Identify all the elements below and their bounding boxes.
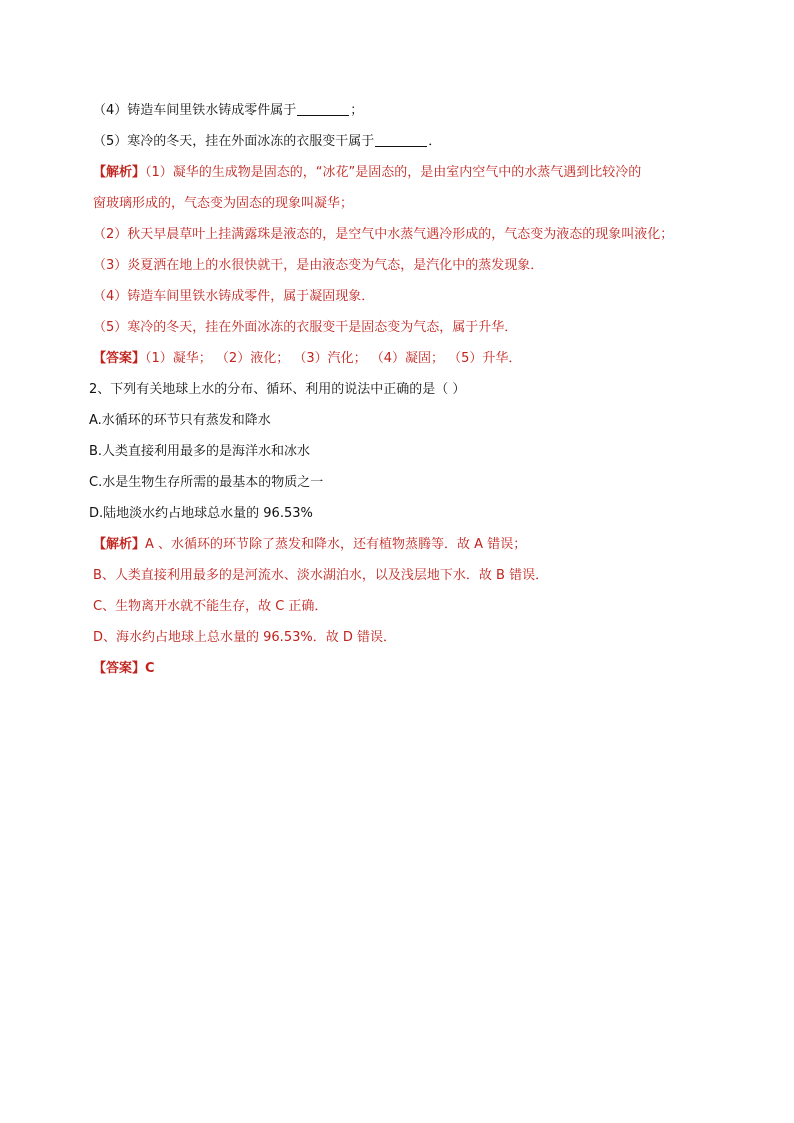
answer-text: （1）凝华； （2）液化； （3）汽化； （4）凝固； （5）升华． (145, 351, 522, 366)
q1-item4-suffix: ； (350, 103, 364, 118)
analysis-tag: 【解析】 (93, 165, 146, 180)
q2-analysis-line-3: C、生物离开水就不能生存，故 C 正确． (93, 599, 328, 614)
q1-analysis-line-1 (93, 164, 641, 182)
answer-blank (375, 133, 427, 147)
q2-answer (93, 660, 155, 678)
q2-option-a: A.水循环的环节只有蒸发和降水 (89, 413, 271, 428)
q1-item5 (93, 133, 441, 151)
answer-text: C (145, 661, 155, 676)
q1-answer (93, 350, 521, 368)
q1-analysis-line-2: 窗玻璃形成的，气态变为固态的现象叫凝华； (93, 196, 354, 211)
q1-analysis-line-6: （5）寒冷的冬天，挂在外面冰冻的衣服变干是固态变为气态，属于升华． (93, 320, 518, 335)
q2-analysis-line-4: D、海水约占地球上总水量的 96.53%．故 D 错误． (93, 630, 396, 645)
answer-blank (297, 102, 349, 116)
q1-analysis-line-4: （3）炎夏洒在地上的水很快就干，是由液态变为气态，是汽化中的蒸发现象． (93, 258, 544, 273)
q1-item4-text: （4）铸造车间里铁水铸成零件属于 (93, 103, 297, 118)
analysis-text: （1）凝华的生成物是固态的，“冰花”是固态的，是由室内空气中的水蒸气遇到比较冷的 (145, 165, 642, 180)
q2-option-d: D.陆地淡水约占地球总水量的 96.53% (89, 506, 313, 521)
q2-analysis-line-1 (93, 536, 526, 554)
q1-item4 (93, 102, 363, 120)
q1-analysis-line-5: （4）铸造车间里铁水铸成零件，属于凝固现象． (93, 289, 375, 304)
answer-tag: 【答案】 (93, 351, 146, 366)
q2-option-c: C.水是生物生存所需的最基本的物质之一 (89, 475, 324, 490)
q2-analysis-line-2: B、人类直接利用最多的是河流水、淡水湖泊水，以及浅层地下水．故 B 错误． (93, 568, 549, 583)
analysis-text: A 、水循环的环节除了蒸发和降水，还有植物蒸腾等．故 A 错误； (145, 537, 527, 552)
q2-stem: 2、下列有关地球上水的分布、循环、利用的说法中正确的是（ ） (89, 382, 466, 397)
q1-analysis-line-3: （2）秋天早晨草叶上挂满露珠是液态的，是空气中水蒸气遇冷形成的，气态变为液态的现象叫液化； (93, 227, 674, 242)
answer-tag: 【答案】 (93, 661, 146, 676)
q2-option-b: B.人类直接利用最多的是海洋水和冰水 (89, 444, 311, 459)
q1-item5-suffix: ． (428, 134, 442, 149)
analysis-tag: 【解析】 (93, 537, 146, 552)
q1-item5-text: （5）寒冷的冬天，挂在外面冰冻的衣服变干属于 (93, 134, 375, 149)
